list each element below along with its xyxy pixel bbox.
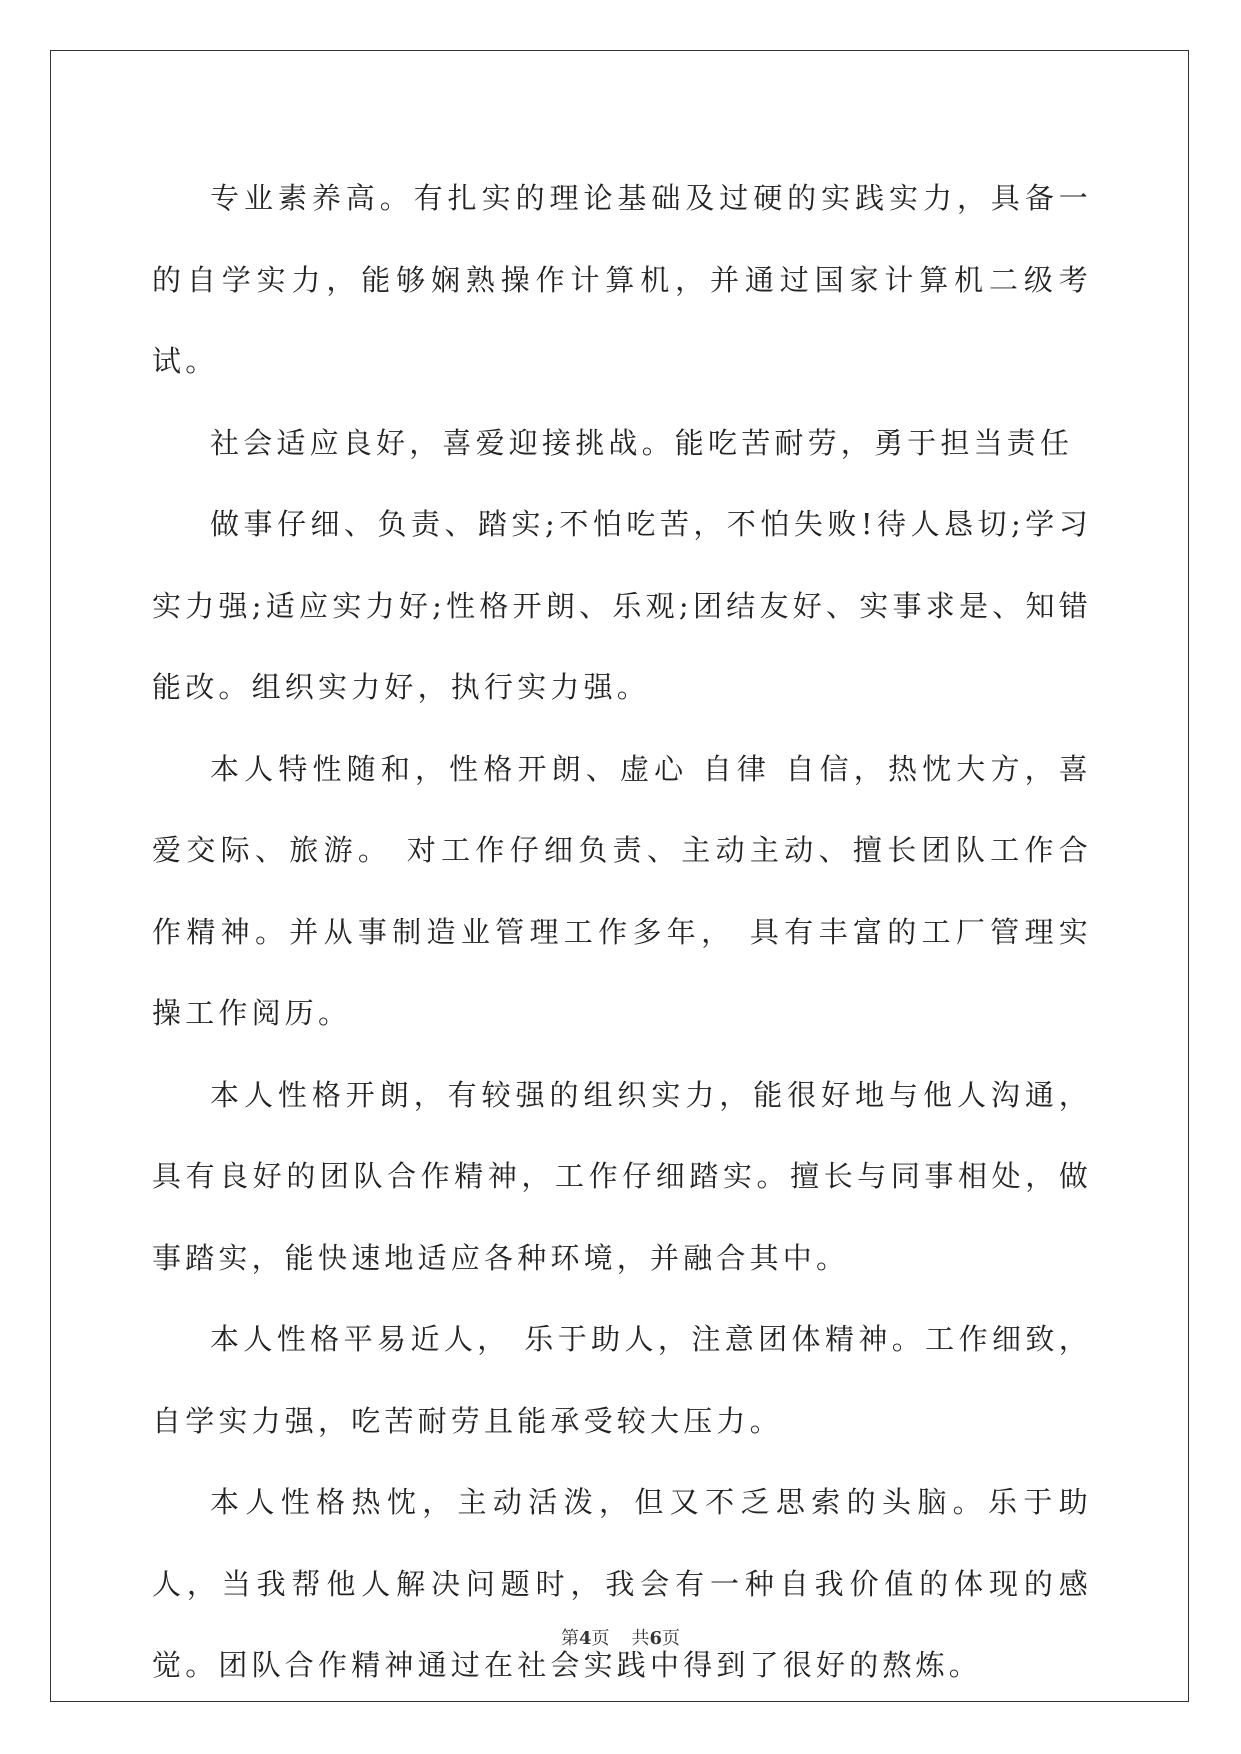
total-prefix: 共	[631, 1628, 650, 1649]
page-footer	[0, 1624, 1241, 1650]
paragraph-3: 做事仔细、负责、踏实;不怕吃苦，不怕失败!待人恳切;学习实力强;适应实力好;性格开朗、乐观;团结友好、实事求是、知错能改。组织实力好，执行实力强。	[152, 507, 1092, 704]
paragraph-7: 本人性格热忱，主动活泼，但又不乏思索的头脑。乐于助人，当我帮他人解决问题时，我会有一种自我价值的体现的感觉。团队合作精神通过在社会实践中得到了很好的熬炼。	[152, 1485, 1092, 1682]
page-total: 6	[649, 1628, 663, 1649]
page-current: 4	[578, 1628, 592, 1649]
document-body	[152, 158, 1092, 1707]
total-suffix: 页	[662, 1628, 681, 1649]
paragraph-2: 社会适应良好，喜爱迎接挑战。能吃苦耐劳，勇于担当责任	[210, 425, 1074, 460]
paragraph-5: 本人性格开朗，有较强的组织实力，能很好地与他人沟通，具有良好的团队合作精神，工作仔细踏实。擅长与同事相处，做事踏实，能快速地适应各种环境，并融合其中。	[152, 1077, 1092, 1275]
page-prefix: 第	[560, 1628, 579, 1649]
paragraph-6: 本人性格平易近人， 乐于助人，注意团体精神。工作细致，自学实力强，吃苦耐劳且能承受较大压力。	[152, 1322, 1092, 1438]
paragraph-4: 本人特性随和，性格开朗、虚心 自律 自信，热忱大方，喜爱交际、旅游。 对工作仔细负责、主动主动、擅长团队工作合作精神。并从事制造业管理工作多年， 具有丰富的工厂管理实操工作阅历。	[152, 751, 1092, 1030]
page-suffix: 页	[591, 1628, 610, 1649]
paragraph-1: 专业素养高。有扎实的理论基础及过硬的实践实力，具备一的自学实力，能够娴熟操作计算机，并通过国家计算机二级考试。	[152, 181, 1092, 378]
